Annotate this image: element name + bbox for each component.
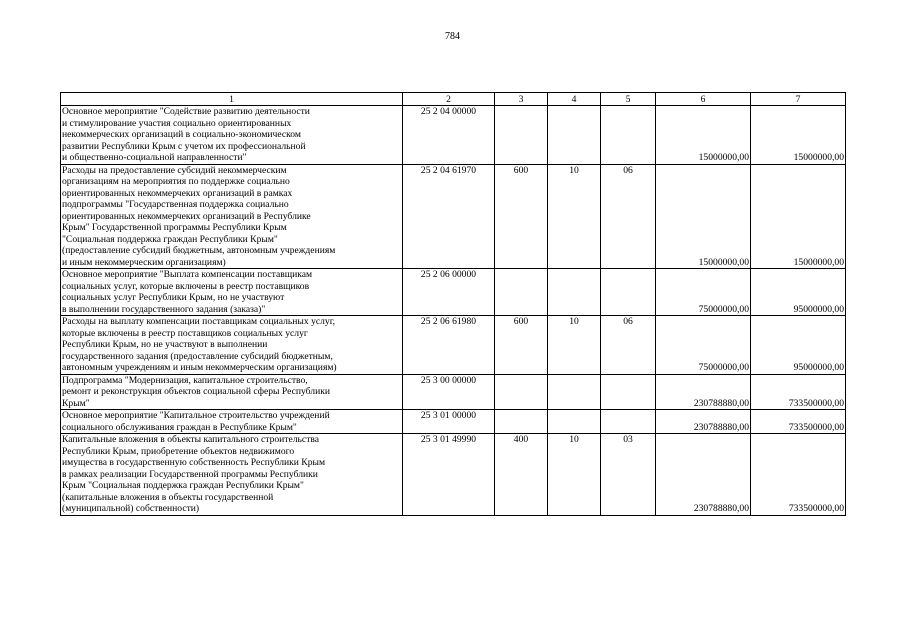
column-header: 4 <box>548 93 601 106</box>
row-pr <box>601 269 656 316</box>
table-row <box>61 374 846 410</box>
table-row <box>61 164 846 269</box>
row-vr: 400 <box>495 434 548 516</box>
row-sum-2: 15000000,00 <box>751 164 846 269</box>
row-sum-1: 230788880,00 <box>656 410 751 434</box>
row-code: 25 3 01 00000 <box>403 410 495 434</box>
row-pr <box>601 410 656 434</box>
row-sum-2: 733500000,00 <box>751 374 846 410</box>
row-sum-1: 15000000,00 <box>656 106 751 165</box>
row-sum-2: 95000000,00 <box>751 316 846 375</box>
row-sum-2: 733500000,00 <box>751 410 846 434</box>
row-code: 25 2 04 00000 <box>403 106 495 165</box>
row-rz <box>548 269 601 316</box>
row-sum-1: 15000000,00 <box>656 164 751 269</box>
row-sum-2: 15000000,00 <box>751 106 846 165</box>
table-row <box>61 106 846 165</box>
row-name: Основное мероприятие "Содействие развитию деятельности и стимулирование участия социально ориентированных некоммерческих организаций в социально-экономическом развитии Республики Крым с учетом их профессиональной и общественно-социальной направленности" <box>61 106 403 165</box>
row-vr <box>495 106 548 165</box>
row-vr <box>495 269 548 316</box>
column-header: 2 <box>403 93 495 106</box>
row-vr: 600 <box>495 316 548 375</box>
table-row <box>61 410 846 434</box>
row-pr: 03 <box>601 434 656 516</box>
row-pr: 06 <box>601 164 656 269</box>
row-pr: 06 <box>601 316 656 375</box>
row-rz: 10 <box>548 316 601 375</box>
row-code: 25 2 04 61970 <box>403 164 495 269</box>
table-header-row <box>61 93 846 106</box>
column-header: 7 <box>751 93 846 106</box>
row-name: Подпрограмма "Модернизация, капитальное строительство, ремонт и реконструкция объектов социальной сферы Республики Крым" <box>61 374 403 410</box>
row-name: Расходы на выплату компенсации поставщикам социальных услуг, которые включены в реестр поставщиков социальных услуг Республики Крым, но не участвуют в выполнении государственного задания (предоставление субсидий бюджетным, автономным учреждениям и иным некоммерческим организациям) <box>61 316 403 375</box>
row-code: 25 2 06 00000 <box>403 269 495 316</box>
table-row <box>61 434 846 516</box>
row-sum-2: 733500000,00 <box>751 434 846 516</box>
row-sum-1: 75000000,00 <box>656 316 751 375</box>
column-header: 5 <box>601 93 656 106</box>
row-vr <box>495 374 548 410</box>
row-name: Основное мероприятие "Капитальное строительство учреждений социального обслуживания граждан в Республике Крым" <box>61 410 403 434</box>
column-header: 1 <box>61 93 403 106</box>
row-rz <box>548 106 601 165</box>
row-name: Расходы на предоставление субсидий некоммерческим организациям на мероприятия по поддержке социально ориентированных некоммерчеких организаций в рамках подпрограммы "Государственная поддержка социально ориентированных некоммерчеких организаций в Республике Крым" Государственной программы Республики Крым "Социальная поддержка граждан Республики Крым" (предоставление субсидий бюджетным, автономным учреждениям и иным некоммерческим организациям) <box>61 164 403 269</box>
row-vr <box>495 410 548 434</box>
row-pr <box>601 374 656 410</box>
row-name: Капитальные вложения в объекты капитального строительства Республики Крым, приобретение объектов недвижимого имущества в государственную собственность Республики Крым в рамках реализации Государственной программы Республики Крым "Социальная поддержка граждан Республики Крым" (капитальные вложения в объекты государственной (муниципальной) собственности) <box>61 434 403 516</box>
row-pr <box>601 106 656 165</box>
row-code: 25 3 01 49990 <box>403 434 495 516</box>
row-name: Основное мероприятие "Выплата компенсации поставщикам социальных услуг, которые включены в реестр поставщиков социальных услуг Республики Крым, но не участвуют в выполнении государственного задания (заказа)" <box>61 269 403 316</box>
row-rz: 10 <box>548 434 601 516</box>
budget-table <box>60 92 846 516</box>
page-number: 784 <box>445 31 460 42</box>
row-sum-1: 75000000,00 <box>656 269 751 316</box>
row-code: 25 2 06 61980 <box>403 316 495 375</box>
row-rz: 10 <box>548 164 601 269</box>
row-vr: 600 <box>495 164 548 269</box>
table-row <box>61 269 846 316</box>
row-sum-1: 230788880,00 <box>656 434 751 516</box>
column-header: 3 <box>495 93 548 106</box>
table-row <box>61 316 846 375</box>
row-sum-1: 230788880,00 <box>656 374 751 410</box>
row-rz <box>548 374 601 410</box>
row-sum-2: 95000000,00 <box>751 269 846 316</box>
row-code: 25 3 00 00000 <box>403 374 495 410</box>
row-rz <box>548 410 601 434</box>
column-header: 6 <box>656 93 751 106</box>
